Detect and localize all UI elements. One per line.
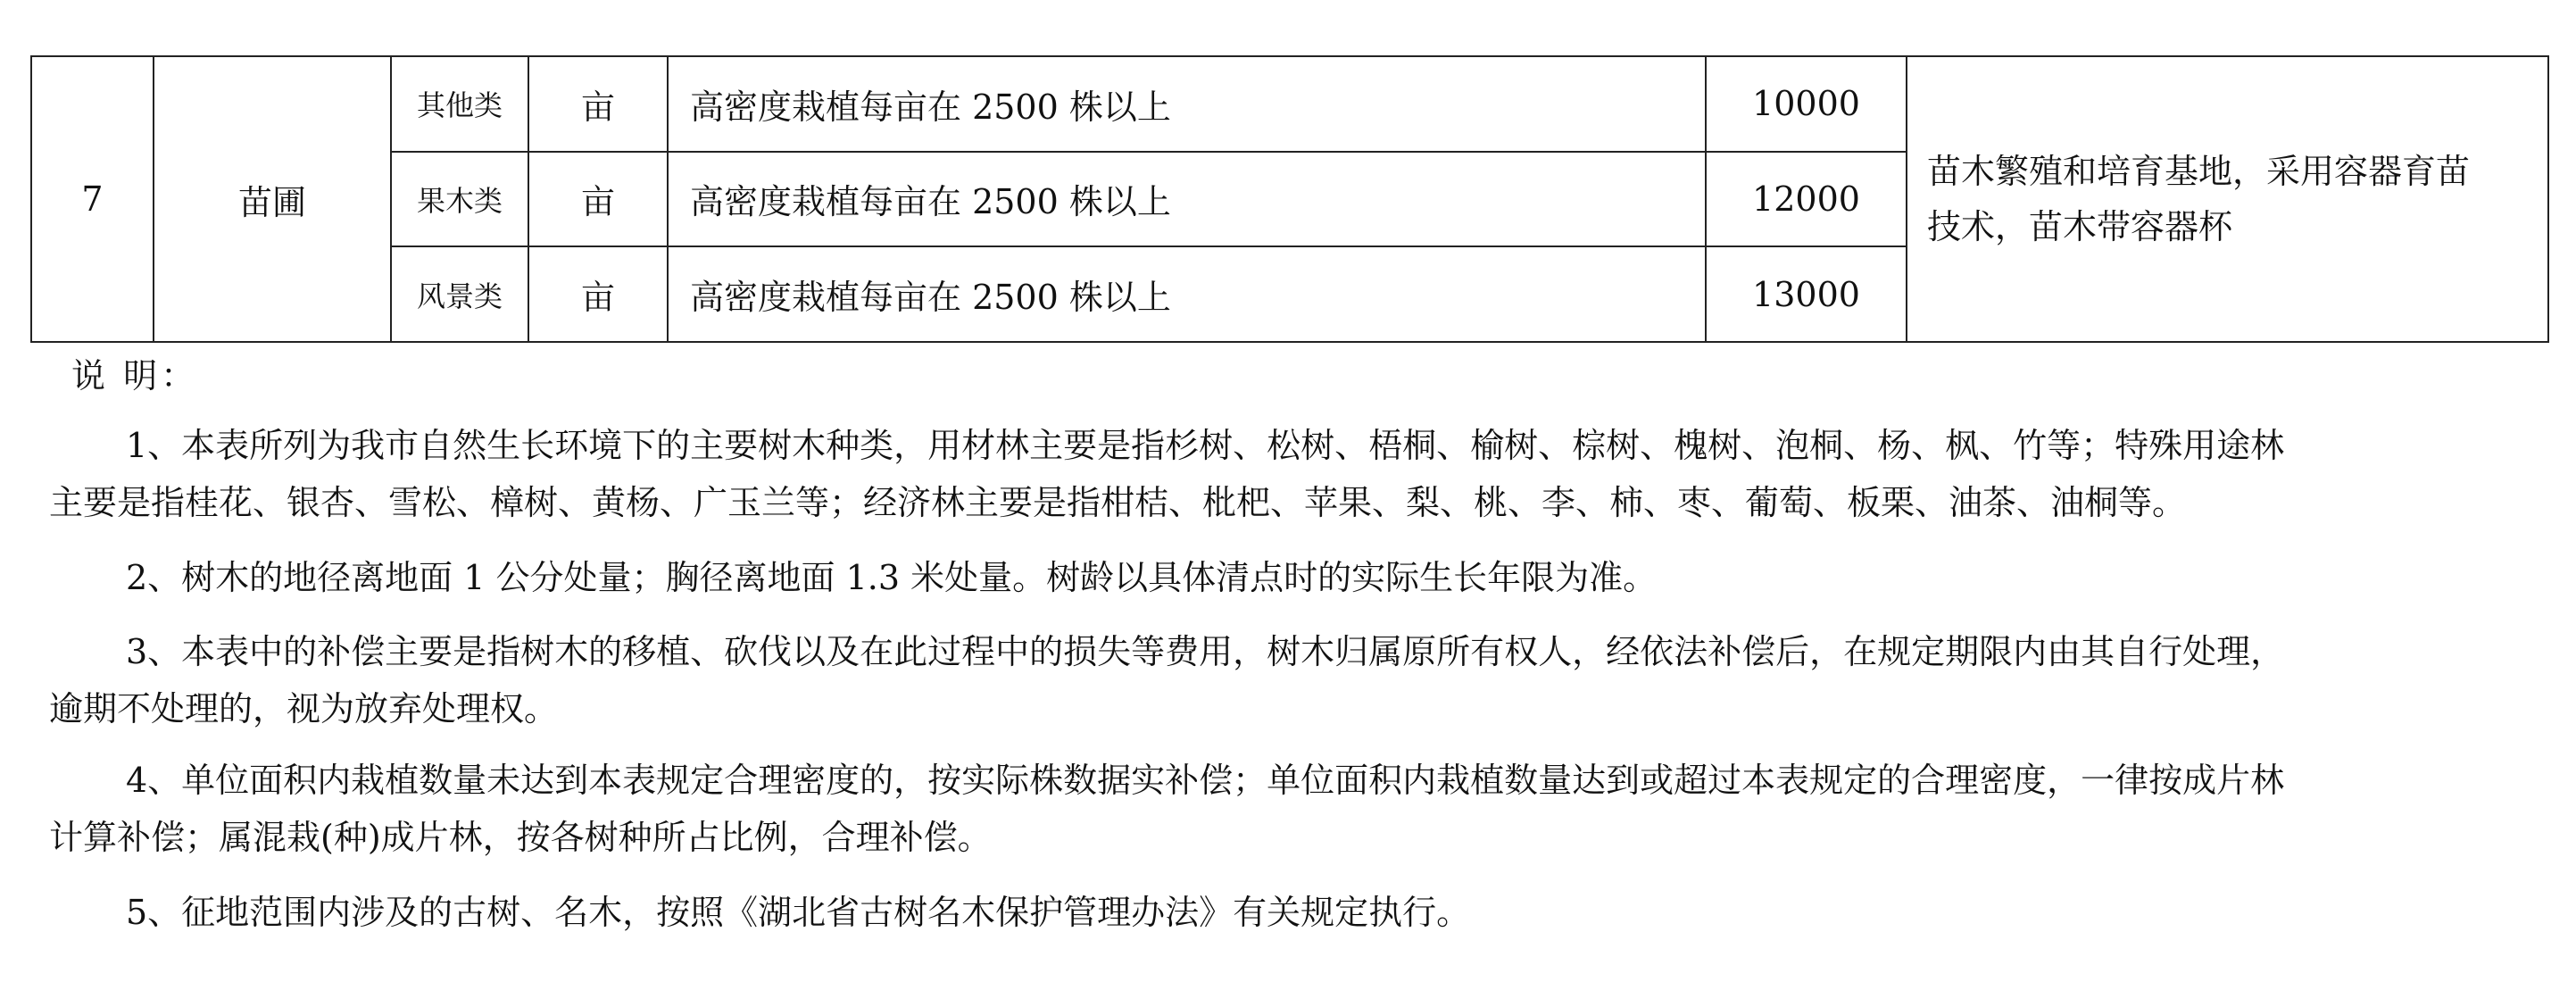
note-paragraph-5-line-1: 5、征地范围内涉及的古树、名木，按照《湖北省古树名木保护管理办法》有关规定执行。 <box>126 893 1471 932</box>
unit-cell: 亩 <box>528 152 668 247</box>
note-paragraph-4-line-2: 计算补偿；属混栽(种)成片林，按各树种所占比例，合理补偿。 <box>49 818 992 857</box>
note-paragraph-1-line-2: 主要是指桂花、银杏、雪松、樟树、黄杨、广玉兰等；经济林主要是指柑桔、枇杷、苹果、梨、桃、李、柿、枣、葡萄、板栗、油茶、油桐等。 <box>49 483 2187 522</box>
remark-line-2: 技术，苗木带容器杯 <box>1927 207 2233 246</box>
standard-cell: 高密度栽植每亩在 2500 株以上 <box>668 56 1706 152</box>
standard-cell: 高密度栽植每亩在 2500 株以上 <box>668 246 1706 342</box>
remark-line-1: 苗木繁殖和培育基地，采用容器育苗 <box>1927 152 2471 191</box>
price-cell: 12000 <box>1706 152 1907 247</box>
type-cell: 果木类 <box>391 152 528 247</box>
type-cell: 风景类 <box>391 246 528 342</box>
compensation-table <box>30 55 2549 343</box>
price-cell: 13000 <box>1706 246 1907 342</box>
note-paragraph-3-line-1: 3、本表中的补偿主要是指树木的移植、砍伐以及在此过程中的损失等费用，树木归属原所有权人，经依法补偿后，在规定期限内由其自行处理， <box>126 632 2285 671</box>
note-paragraph-2-line-1: 2、树木的地径离地面 1 公分处量；胸径离地面 1.3 米处量。树龄以具体清点时的实际生长年限为准。 <box>126 558 1658 597</box>
type-cell: 其他类 <box>391 56 528 152</box>
table-row <box>31 56 2548 152</box>
unit-cell: 亩 <box>528 246 668 342</box>
unit-cell: 亩 <box>528 56 668 152</box>
standard-cell: 高密度栽植每亩在 2500 株以上 <box>668 152 1706 247</box>
note-paragraph-4-line-1: 4、单位面积内栽植数量未达到本表规定合理密度的，按实际株数据实补偿；单位面积内栽植数量达到或超过本表规定的合理密度，一律按成片林 <box>126 761 2285 800</box>
note-paragraph-1-line-1: 1、本表所列为我市自然生长环境下的主要树木种类，用材林主要是指杉树、松树、梧桐、榆树、棕树、槐树、泡桐、杨、枫、竹等；特殊用途林 <box>126 426 2285 465</box>
remark-cell <box>1907 56 2548 342</box>
note-paragraph-3-line-2: 逾期不处理的，视为放弃处理权。 <box>49 689 559 728</box>
row-number-cell: 7 <box>31 56 154 342</box>
price-cell: 10000 <box>1706 56 1907 152</box>
tree-name-cell: 苗圃 <box>154 56 391 342</box>
notes-title: 说 明： <box>71 356 199 395</box>
